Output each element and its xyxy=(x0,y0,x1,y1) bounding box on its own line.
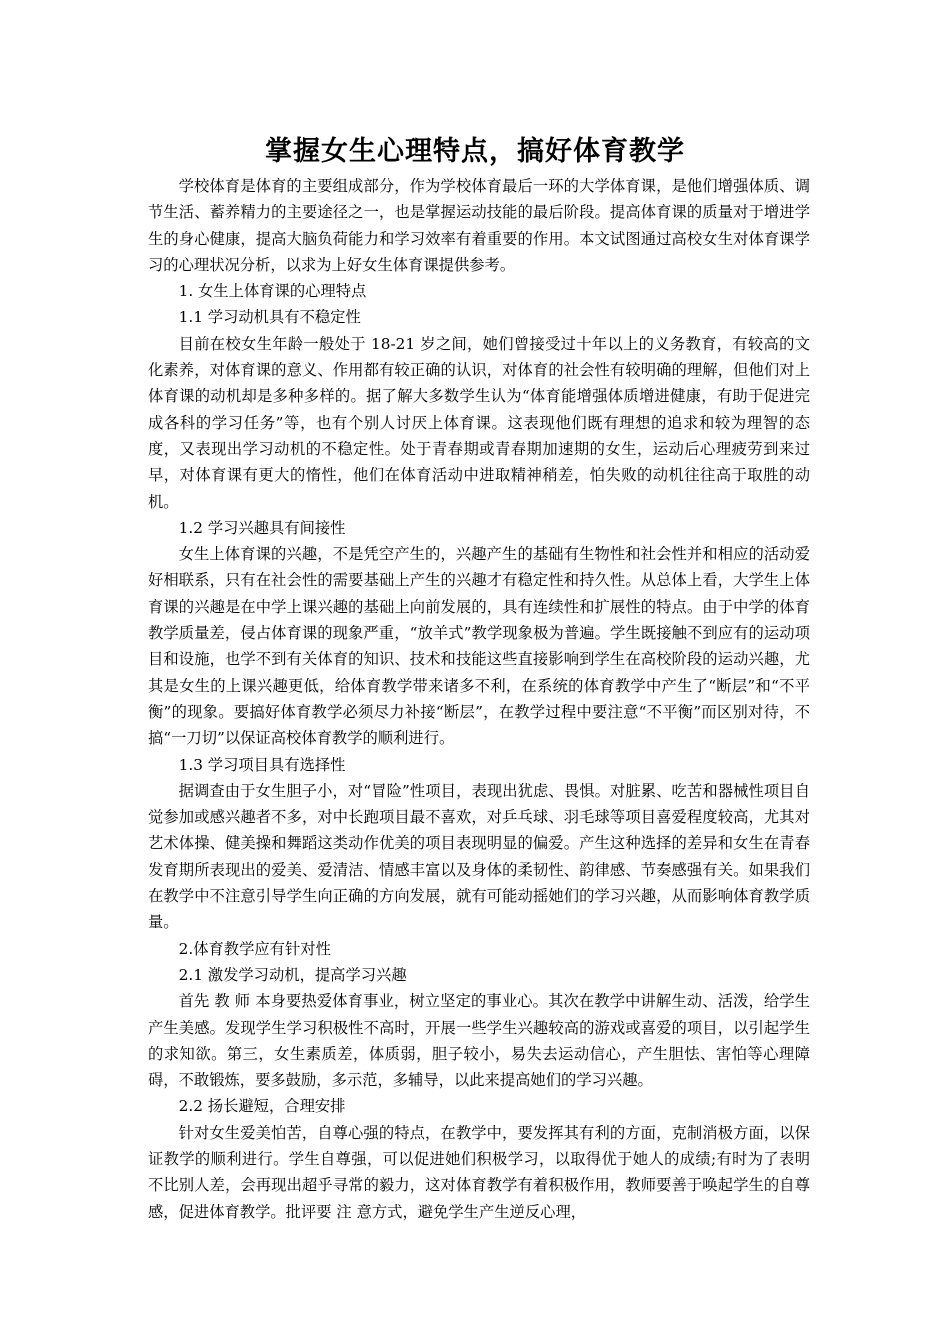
document-body xyxy=(148,173,810,1225)
section-heading: 2.体育教学应有针对性 xyxy=(178,939,331,958)
paragraph: 目前在校女生年龄一般处于 18-21 岁之间，她们曾接受过十年以上的义务教育，有较高的文化素养，对体育课的意义、作用都有较正确的认识，对体育的社会性有较明确的理解，但他们对上体育课的动机却是多种多样的。据了解大多数学生认为“体育能增强体质增进健康，有助于促进完成各科的学习任务”等，也有个别人讨厌上体育课。这表现他们既有理想的追求和较为理智的态度，又表现出学习动机的不稳定性。处于青春期或青春期加速期的女生，运动后心理疲劳到来过早，对体育课有更大的惰性，他们在体育活动中进取精神稍差，怕失败的动机往往高于取胜的动机。 xyxy=(148,334,810,511)
subsection-heading: 2.2 扬长避短，合理安排 xyxy=(178,1097,346,1116)
paragraph: 针对女生爱美怕苦，自尊心强的特点，在教学中，要发挥其有利的方面，克制消极方面，以保证教学的顺利进行。学生自尊强，可以促进她们积极学习，以取得优于她人的成绩;有时为了表明不比别人差，会再现出超乎寻常的毅力，这对体育教学有着积极作用，教师要善于唤起学生的自尊感，促进体育教学。批评要 注 意方式，避免学生产生逆反心理， xyxy=(148,1123,810,1221)
paragraph: 首先 教 师 本身要热爱体育事业，树立坚定的事业心。其次在教学中讲解生动、活泼，给学生产生美感。发现学生学习积极性不高时，开展一些学生兴趣较高的游戏或喜爱的项目，以引起学生的求知欲。第三，女生素质差，体质弱，胆子较小，易失去运动信心，产生胆怯、害怕等心理障碍，不敢锻炼，要多鼓励，多示范，多辅导，以此来提高她们的学习兴趣。 xyxy=(148,992,810,1090)
paragraph: 女生上体育课的兴趣，不是凭空产生的，兴趣产生的基础有生物性和社会性并和相应的活动爱好相联系，只有在社会性的需要基础上产生的兴趣才有稳定性和持久性。从总体上看，大学生上体育课的兴趣是在中学上课兴趣的基础上向前发展的，具有连续性和扩展性的特点。由于中学的体育教学质量差，侵占体育课的现象严重，“放羊式”教学现象极为普遍。学生既接触不到应有的运动项目和设施，也学不到有关体育的知识、技术和技能这些直接影响到学生在高校阶段的运动兴趣，尤其是女生的上课兴趣更低，给体育教学带来诸多不利，在系统的体育教学中产生了“断层”和“不平衡”的现象。要搞好体育教学必须尽力补接“断层”，在教学过程中要注意“不平衡”而区别对待，不搞“一刀切”以保证高校体育教学的顺利进行。 xyxy=(148,545,810,748)
subsection-heading: 1.1 学习动机具有不稳定性 xyxy=(178,308,361,327)
subsection-heading: 1.2 学习兴趣具有间接性 xyxy=(178,518,346,537)
paragraph: 据调查由于女生胆子小，对“冒险”性项目，表现出犹虑、畏惧。对脏累、吃苦和器械性项目自觉参加或感兴趣者不多，对中长跑项目最不喜欢，对乒乓球、羽毛球等项目喜爱程度较高，尤其对艺术体操、健美操和舞蹈这类动作优美的项目表现明显的偏爱。产生这种选择的差异和女生在青春发育期所表现出的爱美、爱清洁、情感丰富以及身体的柔韧性、韵律感、节奏感强有关。如果我们在教学中不注意引导学生向正确的方向发展，就有可能动摇她们的学习兴趣，从而影响体育教学质量。 xyxy=(148,781,810,932)
subsection-heading: 2.1 激发学习动机，提高学习兴趣 xyxy=(178,965,407,984)
subsection-heading: 1.3 学习项目具有选择性 xyxy=(178,755,346,774)
paragraph: 学校体育是体育的主要组成部分，作为学校体育最后一环的大学体育课，是他们增强体质、调节生活、蓄养精力的主要途径之一，也是掌握运动技能的最后阶段。提高体育课的质量对于增进学生的身心健康，提高大脑负荷能力和学习效率有着重要的作用。本文试图通过高校女生对体育课学习的心理状况分析，以求为上好女生体育课提供参考。 xyxy=(148,177,810,274)
document-title: 掌握女生心理特点，搞好体育教学 xyxy=(265,136,685,167)
section-heading: 1. 女生上体育课的心理特点 xyxy=(178,282,367,301)
